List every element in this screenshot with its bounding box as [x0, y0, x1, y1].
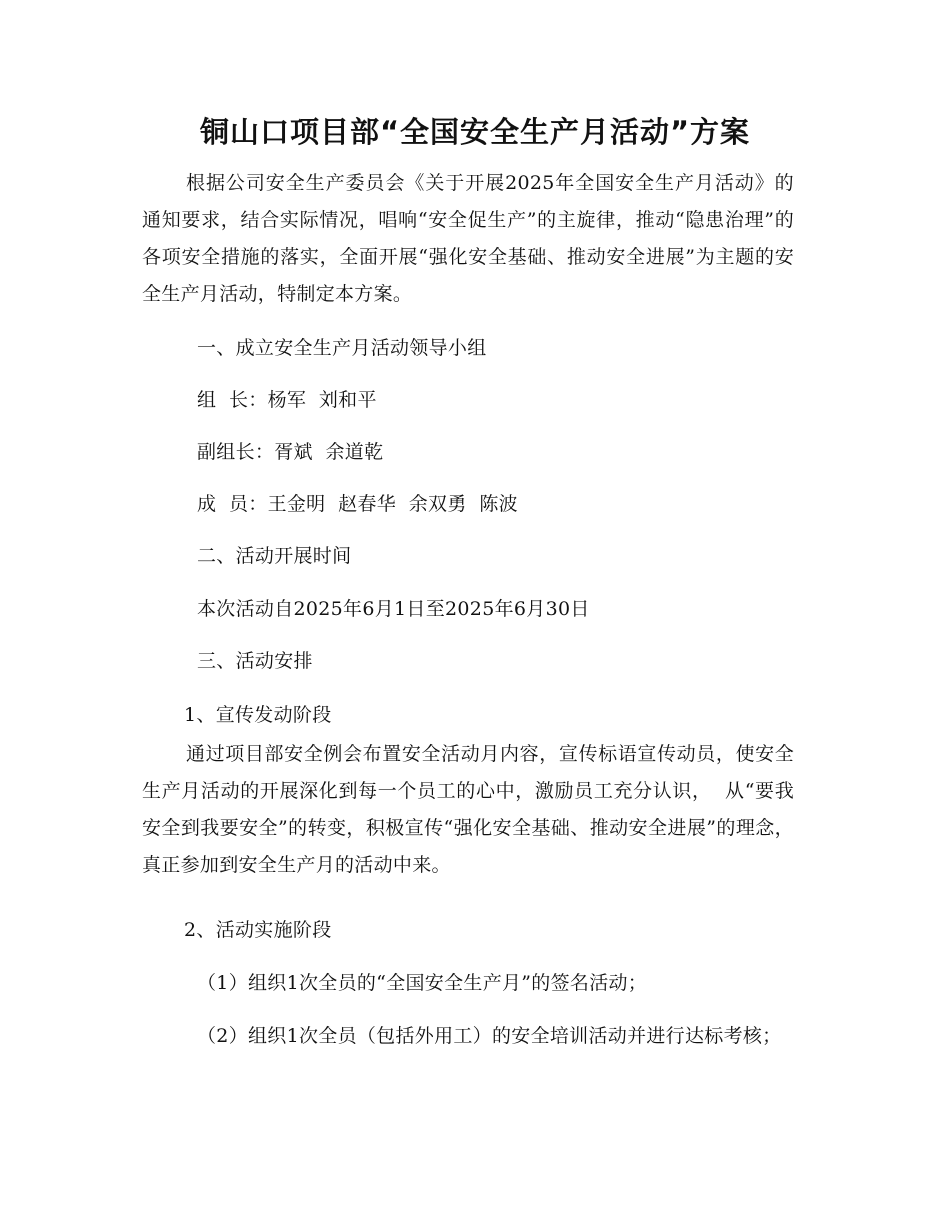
intro-paragraph: 根据公司安全生产委员会《关于开展2025年全国安全生产月活动》的通知要求，结合实际情况，唱响“安全促生产”的主旋律，推动“隐患治理”的各项安全措施的落实，全面开展“强化安全基础、推动安全进展”为主题的安全生产月活动，特制定本方案。 — [142, 172, 794, 305]
stage2-heading: 2、活动实施阶段 — [184, 919, 332, 941]
time-line: 本次活动自2025年6月1日至2025年6月30日 — [197, 598, 590, 620]
section-heading-time: 二、活动开展时间 — [197, 545, 352, 567]
stage1-heading: 1、宣传发动阶段 — [184, 704, 332, 726]
leader-line: 组 长：杨军 刘和平 — [197, 389, 377, 411]
members-line: 成 员：王金明 赵春华 余双勇 陈波 — [197, 493, 518, 515]
section-heading-leadership: 一、成立安全生产月活动领导小组 — [197, 337, 487, 359]
activity-item-2: （2）组织1次全员（包括外用工）的安全培训活动并进行达标考核； — [197, 1025, 782, 1047]
section-heading-arrangement: 三、活动安排 — [197, 650, 313, 672]
activity-item-1: （1）组织1次全员的“全国安全生产月”的签名活动； — [197, 972, 648, 994]
document-title: 铜山口项目部“全国安全生产月活动”方案 — [199, 115, 751, 149]
deputy-leader-line: 副组长：胥斌 余道乾 — [197, 441, 384, 463]
stage1-paragraph: 通过项目部安全例会布置安全活动月内容，宣传标语宣传动员，使安全生产月活动的开展深化到每一个员工的心中，激励员工充分认识， 从“要我安全到我要安全”的转变，积极宣传“强化安全基础、推动安全进展”的理念，真正参加到安全生产月的活动中来。 — [142, 743, 794, 876]
